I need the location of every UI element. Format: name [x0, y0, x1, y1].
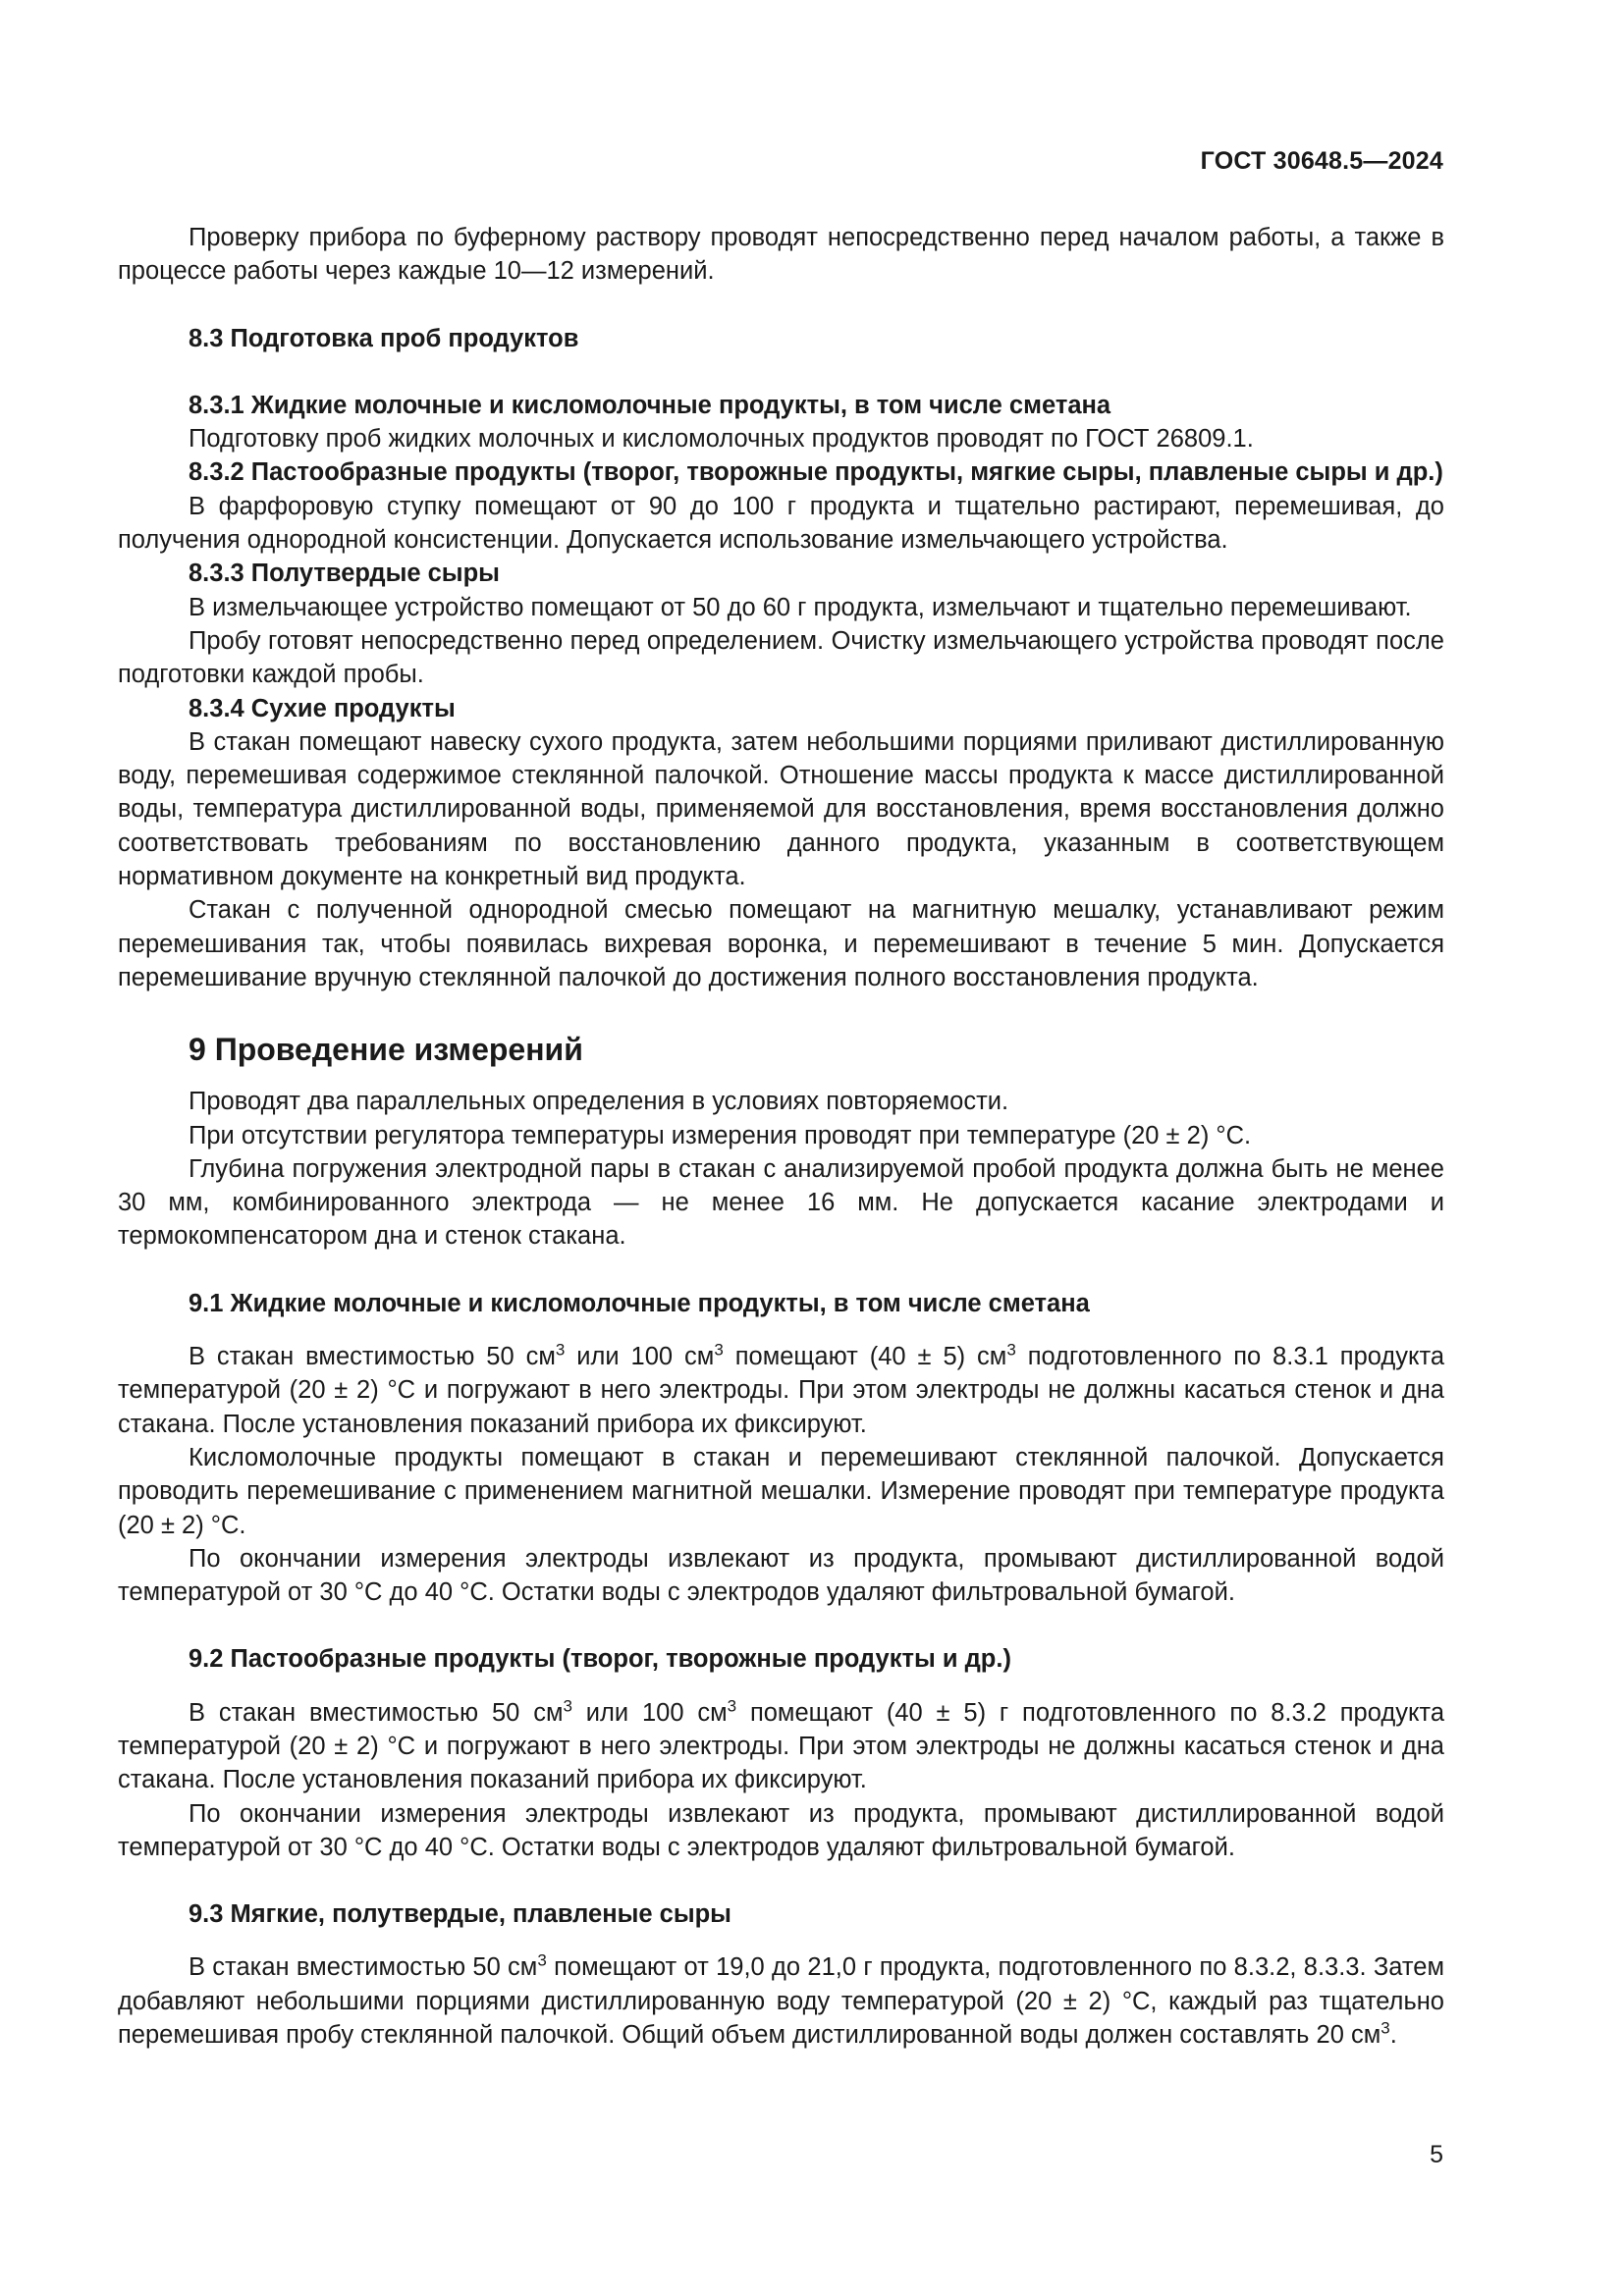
section-heading: 9.3 Мягкие, полутвердые, плавленые сыры	[189, 1900, 731, 1929]
paragraph: В фарфоровую ступку помещают от 90 до 100 г продукта и тщательно растирают, перемешивая, до получения однородной консистенции. Допускается использование измельчающего устройства.	[118, 492, 1444, 555]
paragraph: Проводят два параллельных определения в условиях повторяемости.	[189, 1088, 1009, 1116]
paragraph: Подготовку проб жидких молочных и кисломолочных продуктов проводят по ГОСТ 26809.1.	[189, 425, 1254, 454]
paragraph: По окончании измерения электроды извлекают из продукта, промывают дистиллированной водой температурой от 30 °С до 40 °С. Остатки воды с электродов удаляют фильтровальной бумагой.	[118, 1799, 1444, 1861]
paragraph: Глубина погружения электродной пары в стакан с анализируемой пробой продукта должна быть не менее 30 мм, комбинированного электрода — не менее 16 мм. Не допускается касание электродами и термокомпенсатором дна и стенок стакана.	[118, 1154, 1444, 1251]
paragraph: Кисломолочные продукты помещают в стакан и перемешивают стеклянной палочкой. Допускается проводить перемешивание с применением магнитной мешалки. Измерение проводят при температуре продукта (20 ± 2) °С.	[118, 1443, 1444, 1539]
paragraph: Стакан с полученной однородной смесью помещают на магнитную мешалку, устанавливают режим перемешивания так, чтобы появилась вихревая воронка, и перемешивают в течение 5 мин. Допускается перемешивание вручную стеклянной палочкой до достижения полного восстановления продукта.	[118, 896, 1444, 991]
subsection-heading: 8.3.4 Сухие продукты	[189, 694, 456, 722]
document-header: ГОСТ 30648.5—2024	[1200, 147, 1443, 175]
section-heading: 9.2 Пастообразные продукты (творог, творожные продукты и др.)	[189, 1645, 1011, 1674]
page-number: 5	[1430, 2141, 1443, 2168]
chapter-heading: 9 Проведение измерений	[189, 1032, 583, 1068]
paragraph: Пробу готовят непосредственно перед определением. Очистку измельчающего устройства проводят после подготовки каждой пробы.	[118, 626, 1444, 689]
paragraph: В измельчающее устройство помещают от 50 до 60 г продукта, измельчают и тщательно перемешивают.	[189, 593, 1412, 621]
page-content	[118, 221, 1444, 2052]
paragraph: В стакан помещают навеску сухого продукта, затем небольшими порциями приливают дистиллированную воду, перемешивая содержимое стеклянной палочкой. Отношение массы продукта к массе дистиллированной воды, температура дистиллированной воды, применяемой для восстановления, время восстановления должно соответствовать требованиям по восстановлению данного продукта, указанным в соответствующем нормативном документе на конкретный вид продукта.	[118, 727, 1444, 891]
subsection-heading: 8.3.3 Полутвердые сыры	[189, 560, 500, 588]
section-heading: 8.3 Подготовка проб продуктов	[189, 324, 579, 352]
subsection-heading: 8.3.2 Пастообразные продукты (творог, творожные продукты, мягкие сыры, плавленые сыры и др.)	[189, 458, 1443, 487]
paragraph: В стакан вместимостью 50 $см^3$ или 100 $см^3$ помещают (40 ± 5) $см^3$ подготовленного по 8.3.1 продукта температурой (20 ± 2) °С и погружают в него электроды. При этом электроды не должны касаться стенок и дна стакана. После установления показаний прибора их фиксируют.	[118, 1340, 1445, 1438]
subsection-heading: 8.3.1 Жидкие молочные и кисломолочные продукты, в том числе сметана	[189, 391, 1111, 419]
paragraph: По окончании измерения электроды извлекают из продукта, промывают дистиллированной водой температурой от 30 °С до 40 °С. Остатки воды с электродов удаляют фильтровальной бумагой.	[118, 1544, 1444, 1607]
paragraph: В стакан вместимостью 50 $см^3$ или 100 $см^3$ помещают (40 ± 5) г подготовленного по 8.3.2 продукта температурой (20 ± 2) °С и погружают в него электроды. При этом электроды не должны касаться стенок и дна стакана. После установления показаний прибора их фиксируют.	[118, 1696, 1445, 1794]
paragraph: Проверку прибора по буферному раствору проводят непосредственно перед началом работы, а также в процессе работы через каждые 10—12 измерений.	[118, 224, 1444, 286]
paragraph: При отсутствии регулятора температуры измерения проводят при температуре (20 ± 2) °С.	[189, 1121, 1252, 1149]
paragraph: В стакан вместимостью 50 $см^3$ помещают от 19,0 до 21,0 г продукта, подготовленного по 8.3.2, 8.3.3. Затем добавляют небольшими порциями дистиллированную воду температурой (20 ± 2) °С, каждый раз тщательно перемешивая пробу стеклянной палочкой. Общий объем дистиллированной воды должен составлять 20 $см^3$.	[118, 1951, 1444, 2050]
section-heading: 9.1 Жидкие молочные и кисломолочные продукты, в том числе сметана	[189, 1289, 1090, 1317]
